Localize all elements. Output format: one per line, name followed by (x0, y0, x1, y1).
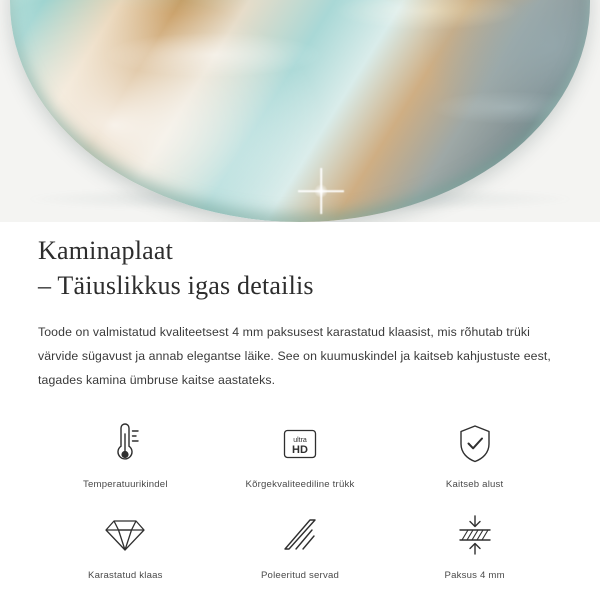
hero-image (0, 0, 600, 222)
content-section (0, 222, 600, 581)
feature-item (387, 512, 562, 581)
shield-check-icon (456, 421, 494, 467)
title-line-2: – Täiuslikkus igas detailis (38, 270, 314, 300)
page-title (38, 222, 562, 303)
feature-label: Kõrgekvaliteediline trükk (245, 479, 355, 491)
svg-text:HD: HD (292, 444, 308, 457)
thermometer-icon (108, 421, 142, 467)
feature-item (38, 512, 213, 581)
title-line-1: Kaminaplaat (38, 236, 174, 265)
feature-label: Paksus 4 mm (444, 570, 505, 582)
feature-label: Kaitseb alust (445, 479, 504, 491)
diamond-icon (104, 512, 146, 558)
feature-item (213, 512, 388, 581)
feature-label: Temperatuurikindel (83, 479, 168, 491)
marble-plate-image (10, 0, 590, 222)
feature-item (38, 421, 213, 490)
feature-item (387, 421, 562, 490)
feature-label: Poleeritud servad (260, 570, 340, 582)
product-description: Toode on valmistatud kvaliteetsest 4 mm paksusest karastatud klaasist, mis rõhutab trüki värvide sügavust ja annab elegantse läike. See on kuumuskindel ja kaitseb kahjustuste eest, tagades kamina ümbruse kaitse aastateks. (38, 325, 551, 388)
feature-grid (38, 421, 562, 581)
polished-edges-icon (280, 512, 320, 558)
thickness-arrows-icon (455, 512, 495, 558)
svg-text:ultra: ultra (293, 437, 307, 445)
ultra-hd-icon (280, 421, 320, 467)
feature-label: Karastatud klaas (87, 570, 163, 582)
feature-item (213, 421, 388, 490)
